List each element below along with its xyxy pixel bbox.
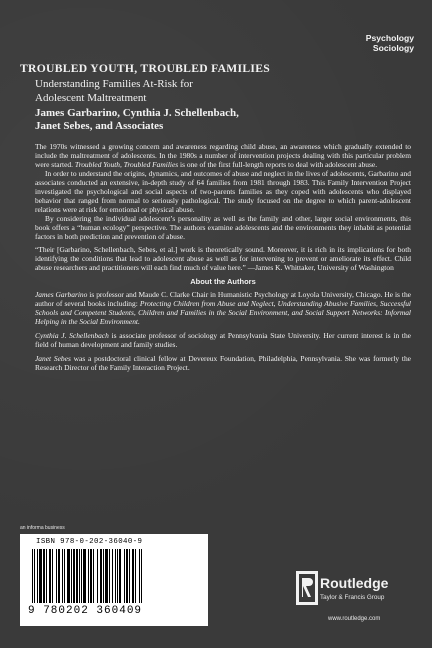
barcode-stripe	[105, 549, 108, 603]
barcode-stripe	[124, 549, 125, 603]
blurb	[35, 143, 411, 378]
barcode-stripe	[141, 549, 142, 603]
barcode-stripe	[117, 549, 118, 603]
barcode-stripe	[52, 549, 53, 603]
barcode-stripe	[135, 549, 136, 603]
barcode-stripe	[71, 549, 72, 603]
bio-name: Cynthia J. Schellenbach	[35, 331, 109, 341]
barcode-number: 9 780202 360409	[28, 605, 143, 617]
endorsement-quote: “Their [Garbarino, Schellenbach, Sebes, et al.] work is theoretically sound. Moreover, it is rich in its implications for both identifying the conditions that lead to adolescent abuse as well as for intervening to prevent or ameliorate its effect. Child abuse researchers and practitioners will each find much of value here.” —James K. Whittaker, University of Washington	[35, 245, 411, 273]
blurb-paragraph	[35, 143, 411, 170]
author-bio	[35, 332, 411, 350]
author-bio	[35, 291, 411, 327]
barcode-stripe	[88, 549, 89, 603]
bio-text: was a postdoctoral clinical fellow at Devereux Foundation, Philadelphia, Pennsylvania. She was formerly the Research Director of the Family Interaction Project.	[35, 354, 411, 372]
barcode-stripe	[90, 549, 92, 603]
barcode-stripe	[37, 549, 38, 603]
publisher-group: Taylor & Francis Group	[320, 594, 385, 601]
blurb-text: is one of the first full-length reports to deal with adolescent abuse.	[178, 159, 378, 169]
barcode-stripe	[39, 549, 42, 603]
barcode-stripe	[32, 549, 33, 603]
barcode-stripe	[43, 549, 45, 603]
bio-text: is professor and Maude C. Clarke Chair in Humanistic Psychology at Loyola University, Chicago. He is the author of several books including:	[35, 290, 411, 309]
barcode-stripe	[46, 549, 47, 603]
barcode-stripe	[76, 549, 78, 603]
barcode-stripe	[62, 549, 63, 603]
barcode-stripe	[119, 549, 121, 603]
publisher-name: Routledge	[320, 575, 389, 591]
barcode-stripe	[139, 549, 140, 603]
authors-line: James Garbarino, Cynthia J. Schellenbach,	[35, 107, 239, 119]
subject-category	[366, 33, 414, 53]
barcode-stripe	[79, 549, 80, 603]
barcode-stripe	[58, 549, 60, 603]
publisher-url: www.routledge.com	[328, 616, 381, 622]
barcode-stripe	[83, 549, 86, 603]
barcode-stripe	[132, 549, 134, 603]
subtitle-line: Adolescent Maltreatment	[35, 91, 147, 104]
barcode-stripe	[100, 549, 102, 603]
blurb-text: The 1970s witnessed a growing concern and awareness regarding child abuse, an awareness which gradually extended to include the maltreatment of adolescents. In the 1980s a number of intervention projects dealing with this particular problem were started.	[35, 142, 411, 169]
barcode-stripe	[97, 549, 98, 603]
category-line: Psychology	[365, 33, 414, 43]
category-line: Sociology	[372, 43, 414, 53]
barcode-stripe	[112, 549, 113, 603]
informa-tagline: an informa business	[20, 525, 65, 531]
blurb-title-italic: Troubled Youth, Troubled Families	[74, 159, 179, 169]
routledge-logo-icon	[296, 571, 318, 605]
barcode-stripe	[73, 549, 75, 603]
bio-text: is associate professor of sociology at Pennsylvania State University. Her current interest is in the field of human development and family studies.	[35, 331, 411, 350]
barcode-stripe	[129, 549, 130, 603]
bio-books: Protecting Children from Abuse and Neglect, Understanding Abusive Families, Successful Schools and Competent Students, Children and Families in the Social Environment, and Social Support Networks: Informal Helping in the Social Environment.	[35, 299, 411, 327]
barcode-stripe	[126, 549, 128, 603]
bio-name: Janet Sebes	[35, 354, 71, 364]
isbn-label: ISBN 978-0-202-36040-9	[36, 538, 143, 546]
barcode-bars	[30, 549, 200, 605]
barcode-stripe	[34, 549, 35, 603]
bio-name: James Garbarino	[35, 290, 88, 300]
book-subtitle	[35, 78, 415, 105]
barcode-stripe	[64, 549, 65, 603]
barcode-stripe	[56, 549, 57, 603]
barcode-stripe	[67, 549, 70, 603]
blurb-paragraph: In order to understand the origins, dynamics, and outcomes of abuse and neglect in the lives of adolescents, Garbarino and associates conducted an extensive, in-depth study of 64 families from 1981 through 1983. This Family Intervention Project investigated the psychological and social aspects of two-parents families as they coped with adolescents who displayed behavior that ranged from normal to seriously pathological. The study focused on the degree to which parent-adolescent relations were at risk for emotional or physical abuse.	[35, 168, 411, 214]
barcode-stripe	[109, 549, 110, 603]
book-authors	[35, 107, 415, 132]
barcode-stripe	[93, 549, 94, 603]
barcode-stripe	[81, 549, 82, 603]
authors-line: Janet Sebes, and Associates	[35, 119, 164, 132]
barcode-stripe	[49, 549, 51, 603]
author-bio	[35, 355, 411, 373]
subtitle-line: Understanding Families At-Risk for	[35, 78, 193, 90]
barcode-stripe	[115, 549, 116, 603]
barcode-stripe	[103, 549, 104, 603]
book-title: TROUBLED YOUTH, TROUBLED FAMILIES	[20, 62, 270, 75]
blurb-paragraph: By considering the individual adolescent’s personality as well as the family and other, larger social environments, this book offers a “human ecology” perspective. The authors examine adolescents and the environments they inhabit as potential factors in both prediction and prevention of abuse.	[35, 213, 411, 241]
about-authors-heading: About the Authors	[190, 277, 256, 287]
